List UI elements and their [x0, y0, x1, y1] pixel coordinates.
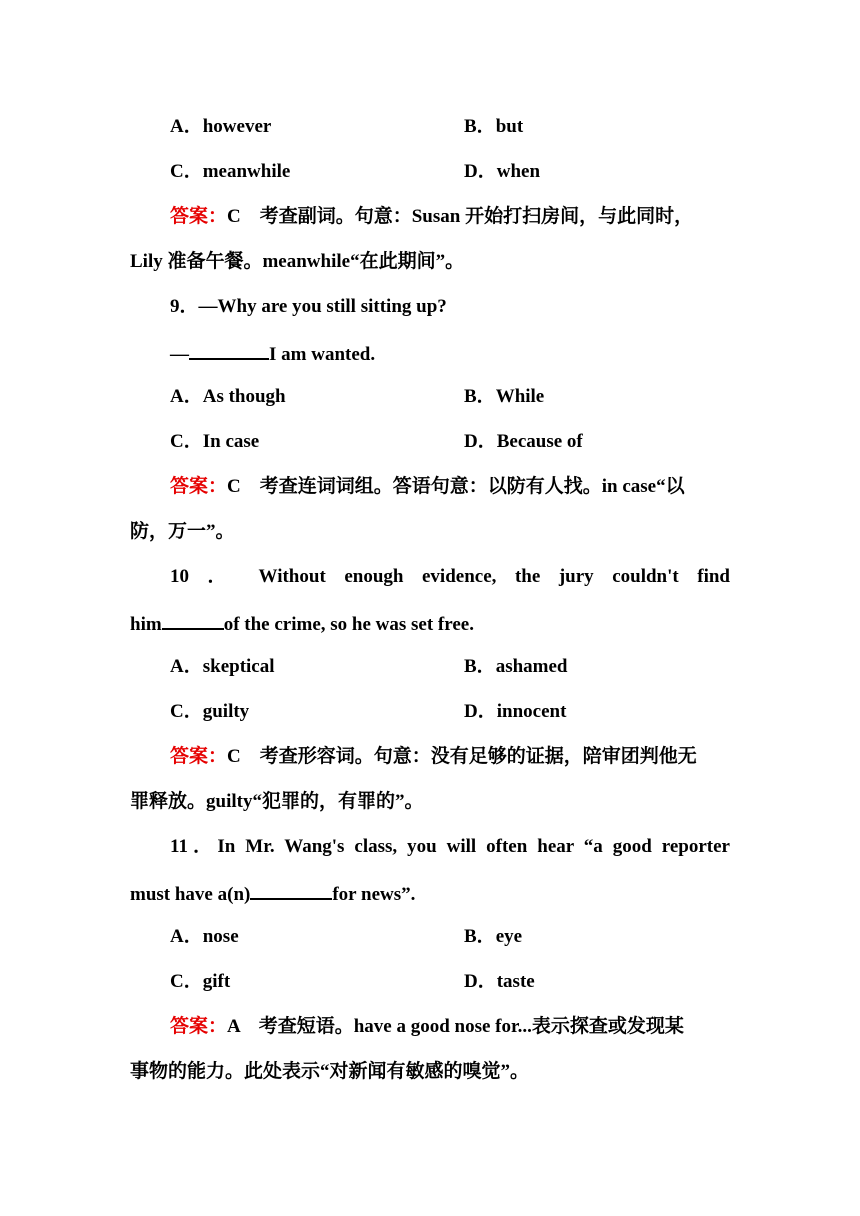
q9-reply	[170, 340, 375, 367]
option-letter: A．	[170, 926, 203, 947]
option-letter: D．	[464, 701, 497, 722]
stem-text: must have a(n)	[130, 884, 251, 905]
option-text: skeptical	[202, 656, 275, 677]
q10-stem-line1: 10 ． Without enough evidence, the jury couldn't find	[170, 566, 730, 587]
option-letter: D．	[464, 971, 497, 992]
option-text: however	[202, 116, 272, 137]
option-letter: B．	[464, 116, 496, 137]
option-letter: C．	[170, 971, 203, 992]
q9-answer-line2: 防，万一”。	[130, 521, 235, 542]
reply-dash: —	[170, 344, 189, 365]
q11-stem-line2	[130, 880, 415, 907]
q10-option-c	[170, 700, 249, 724]
q9-option-c	[170, 430, 259, 454]
q8-answer-line1	[170, 205, 693, 229]
option-text: but	[495, 116, 524, 137]
option-text: taste	[496, 971, 535, 992]
option-letter: C．	[170, 431, 203, 452]
answer-label: 答案：	[170, 746, 228, 767]
option-text: Because of	[496, 431, 583, 452]
option-text: gift	[202, 971, 231, 992]
q10-option-d	[464, 700, 566, 724]
q9-option-a	[170, 385, 286, 409]
reply-text: I am wanted.	[269, 344, 376, 365]
q9-option-d	[464, 430, 583, 454]
answer-blank	[162, 610, 224, 630]
answer-text: C 考查连词词组。答语句意：以防有人找。in case“以	[227, 476, 685, 497]
option-text: meanwhile	[202, 161, 291, 182]
q10-answer-line2: 罪释放。guilty“犯罪的，有罪的”。	[130, 791, 424, 812]
option-text: In case	[202, 431, 260, 452]
q10-answer-line1	[170, 745, 697, 769]
option-text: guilty	[202, 701, 250, 722]
answer-label: 答案：	[170, 1016, 228, 1037]
option-text: nose	[202, 926, 239, 947]
q11-option-c	[170, 970, 230, 994]
answer-label: 答案：	[170, 476, 228, 497]
q11-option-d	[464, 970, 535, 994]
stem-text: of the crime, so he was set free.	[223, 614, 474, 635]
q11-stem-line1: 11．In Mr. Wang's class, you will often hear “a good reporter	[170, 836, 730, 857]
answer-text: C 考查副词。句意：Susan 开始打扫房间，与此同时，	[227, 206, 694, 227]
option-text: innocent	[496, 701, 567, 722]
option-letter: C．	[170, 701, 203, 722]
option-text: when	[496, 161, 541, 182]
option-text: ashamed	[495, 656, 568, 677]
q11-answer-line2: 事物的能力。此处表示“对新闻有敏感的嗅觉”。	[130, 1061, 530, 1082]
q8-option-c	[170, 160, 290, 184]
q10-option-b	[464, 655, 567, 679]
q9-stem: 9．—Why are you still sitting up?	[170, 296, 447, 317]
q8-option-a	[170, 115, 271, 139]
option-text: While	[495, 386, 545, 407]
option-letter: B．	[464, 656, 496, 677]
answer-blank	[250, 880, 332, 900]
option-letter: B．	[464, 386, 496, 407]
q10-stem-line2	[130, 610, 474, 637]
q11-answer-line1	[170, 1015, 684, 1039]
q11-option-b	[464, 925, 522, 949]
option-letter: D．	[464, 161, 497, 182]
answer-blank	[189, 340, 269, 360]
option-letter: D．	[464, 431, 497, 452]
option-letter: B．	[464, 926, 496, 947]
option-letter: A．	[170, 386, 203, 407]
stem-text: for news”.	[332, 884, 416, 905]
q8-answer-line2: Lily 准备午餐。meanwhile“在此期间”。	[130, 251, 465, 272]
answer-label: 答案：	[170, 206, 228, 227]
stem-text: him	[130, 614, 162, 635]
option-text: As though	[202, 386, 286, 407]
option-letter: A．	[170, 116, 203, 137]
q9-answer-line1	[170, 475, 685, 499]
option-letter: C．	[170, 161, 203, 182]
q8-option-d	[464, 160, 540, 184]
q9-option-b	[464, 385, 544, 409]
option-text: eye	[495, 926, 523, 947]
answer-text: C 考查形容词。句意：没有足够的证据，陪审团判他无	[227, 746, 697, 767]
q10-option-a	[170, 655, 275, 679]
answer-text: A 考查短语。have a good nose for...表示探查或发现某	[227, 1016, 684, 1037]
option-letter: A．	[170, 656, 203, 677]
q8-option-b	[464, 115, 523, 139]
q11-option-a	[170, 925, 239, 949]
